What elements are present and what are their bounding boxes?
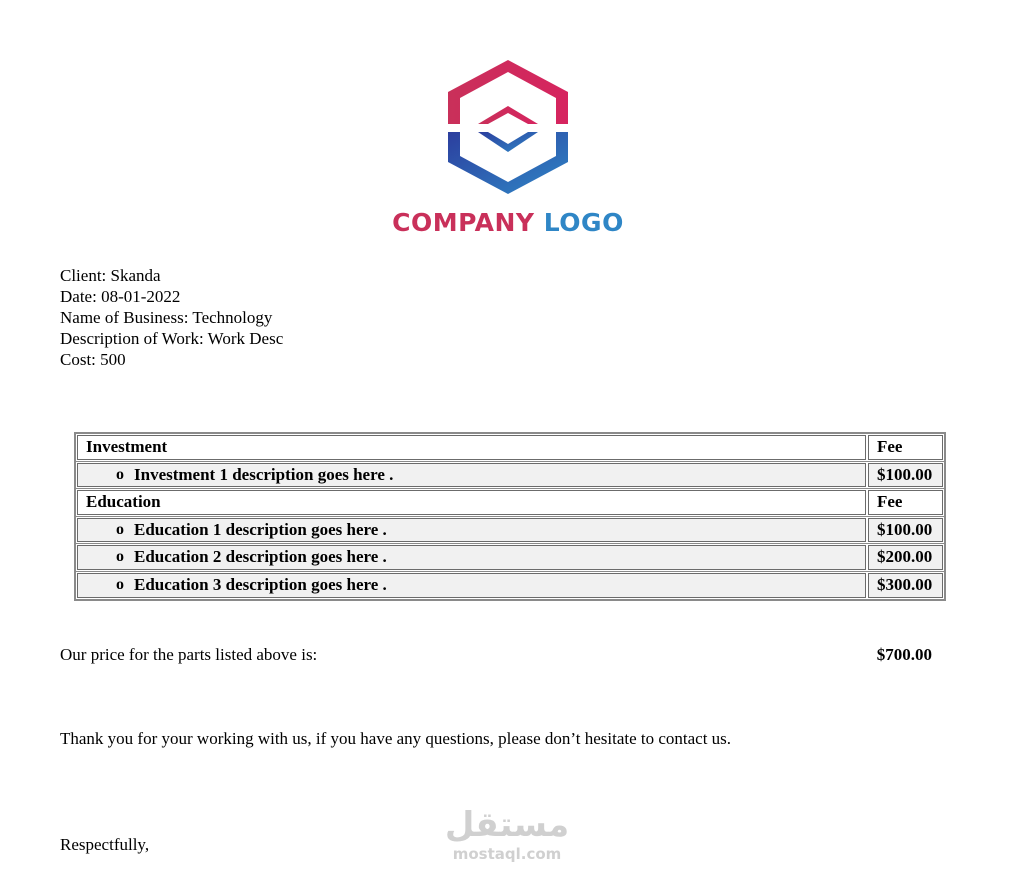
fee-header: Fee	[868, 490, 943, 515]
table-row	[76, 544, 944, 572]
bullet-icon: o	[116, 465, 124, 483]
fee-table	[74, 432, 946, 601]
table-row	[76, 462, 944, 490]
company-logo	[382, 58, 634, 243]
fee-header: Fee	[868, 435, 943, 460]
closing: Respectfully,	[60, 835, 150, 854]
total-line	[60, 645, 932, 665]
logo-word-logo: LOGO	[543, 208, 624, 237]
table-row	[76, 489, 944, 517]
cost-line: Cost: 500	[60, 350, 126, 369]
client-info	[60, 265, 283, 370]
table-row	[76, 517, 944, 545]
date-line: Date: 08-01-2022	[60, 287, 181, 306]
watermark	[440, 805, 574, 869]
bullet-icon: o	[116, 520, 124, 538]
section-heading-education: Education	[77, 490, 866, 515]
total-label: Our price for the parts listed above is:	[60, 645, 318, 664]
hexagon-logo-icon	[444, 58, 572, 196]
watermark-latin: mostaql.com	[452, 845, 562, 863]
watermark-arabic: مستقل	[444, 805, 570, 845]
item-fee: $300.00	[868, 573, 943, 599]
section-heading-investment: Investment	[77, 435, 866, 460]
item-description: Education 2 description goes here .	[134, 547, 387, 567]
table-row	[76, 572, 944, 600]
logo-text	[382, 208, 634, 237]
thank-you-note: Thank you for your working with us, if you have any questions, please don’t hesitate to contact us.	[60, 729, 732, 748]
item-description: Education 1 description goes here .	[134, 519, 387, 539]
bullet-icon: o	[116, 548, 124, 566]
client-line: Client: Skanda	[60, 266, 161, 285]
table-row	[76, 434, 944, 462]
item-description: Education 3 description goes here .	[134, 575, 387, 595]
business-line: Name of Business: Technology	[60, 308, 273, 327]
description-line: Description of Work: Work Desc	[60, 329, 284, 348]
total-amount: $700.00	[876, 645, 932, 664]
item-description: Investment 1 description goes here .	[134, 464, 394, 484]
logo-word-company: COMPANY	[392, 208, 535, 237]
item-fee: $100.00	[868, 518, 943, 543]
bullet-icon: o	[116, 576, 124, 594]
item-fee: $200.00	[868, 545, 943, 570]
item-fee: $100.00	[868, 463, 943, 488]
